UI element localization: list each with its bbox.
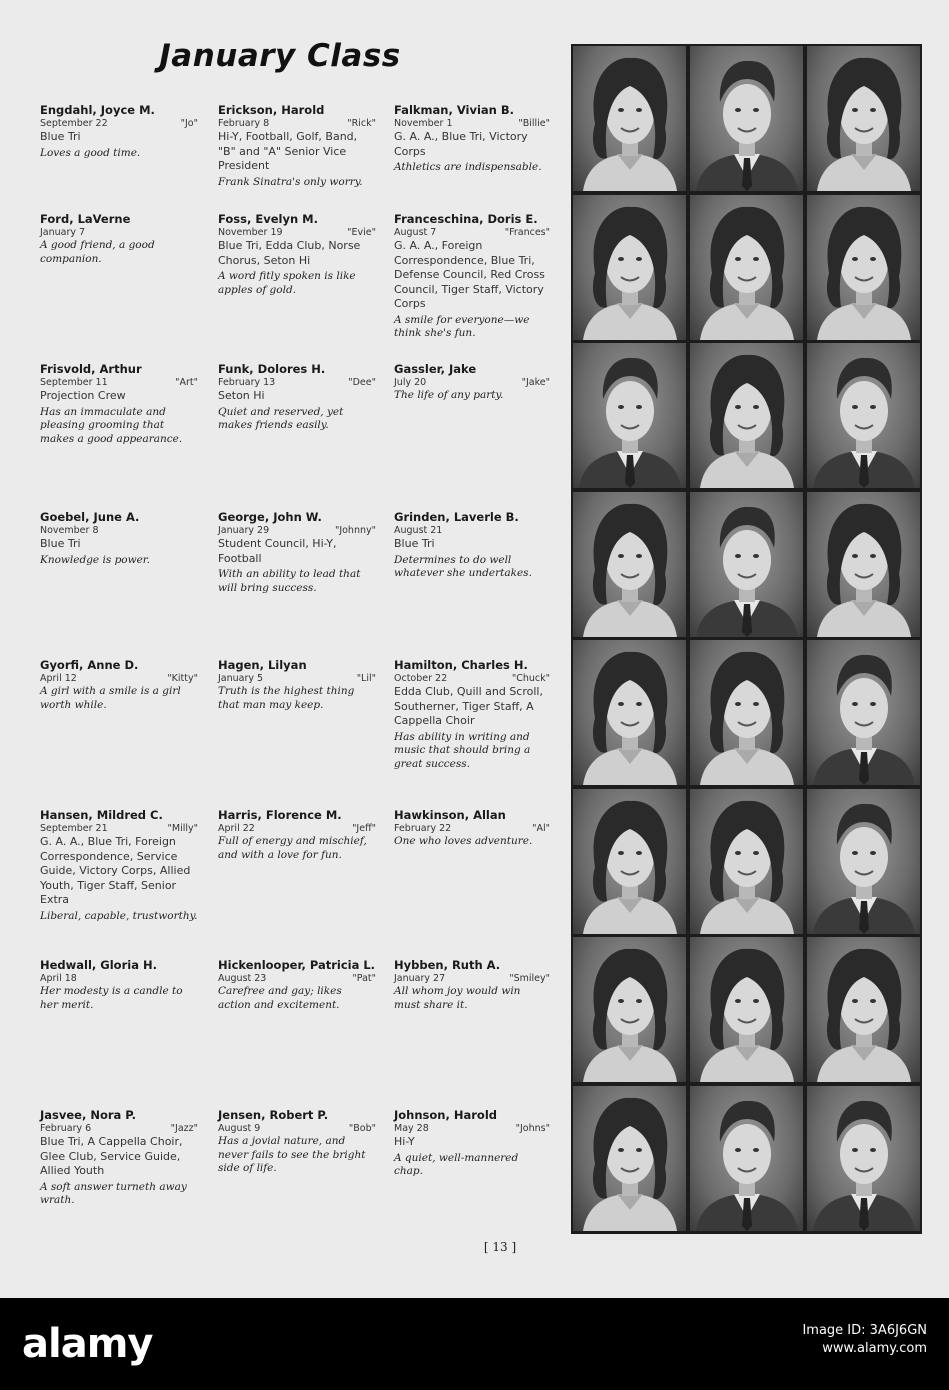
- student-entry: [40, 1108, 198, 1208]
- birthday-line: [218, 227, 376, 238]
- student-entry: [40, 212, 198, 266]
- activities: Edda Club, Quill and Scroll, Southerner, Tiger Staff, A Cappella Choir: [394, 685, 543, 727]
- nickname: "Jo": [180, 118, 198, 129]
- activities: G. A. A., Blue Tri, Foreign Correspondence, Service Guide, Victory Corps, Allied Youth, Tiger Staff, Senior Extra: [40, 835, 191, 906]
- birthday-line: [394, 673, 550, 684]
- student-entry: [40, 510, 198, 567]
- nickname: "Lil": [356, 673, 376, 684]
- senior-quote: Full of energy and mischief, and with a love for fun.: [218, 835, 367, 861]
- student-name: Hawkinson, Allan: [394, 808, 506, 822]
- student-portrait: [573, 640, 686, 785]
- image-info: [802, 1322, 927, 1358]
- birthday-line: [40, 823, 198, 834]
- student-portrait: [573, 937, 686, 1082]
- nickname: "Bob": [348, 1123, 376, 1134]
- nickname: "Jazz": [170, 1123, 198, 1134]
- student-name: Ford, LaVerne: [40, 212, 131, 226]
- senior-quote: Frank Sinatra's only worry.: [218, 175, 363, 188]
- birthday-line: [218, 118, 376, 129]
- senior-quote: A quiet, well-mannered chap.: [394, 1151, 519, 1177]
- student-portrait: [807, 46, 920, 191]
- birthday-line: [40, 673, 198, 684]
- student-portrait: [690, 640, 803, 785]
- senior-quote: A girl with a smile is a girl worth while.: [40, 685, 181, 711]
- student-name: Foss, Evelyn M.: [218, 212, 318, 226]
- student-name: Hansen, Mildred C.: [40, 808, 163, 822]
- student-entry: [218, 1108, 376, 1176]
- senior-quote: A good friend, a good companion.: [40, 239, 155, 265]
- activities: G. A. A., Blue Tri, Victory Corps: [394, 130, 528, 158]
- senior-quote: Athletics are indispensable.: [394, 161, 542, 173]
- student-portrait: [573, 46, 686, 191]
- birthday-line: [218, 377, 376, 388]
- student-name: Harris, Florence M.: [218, 808, 342, 822]
- senior-quote: Knowledge is power.: [40, 553, 151, 566]
- senior-quote: Has ability in writing and music that should bring a great success.: [394, 730, 531, 770]
- student-entry: [394, 658, 550, 771]
- birthday-line: [218, 973, 376, 984]
- birthday: May 28: [394, 1123, 429, 1134]
- student-entry: [218, 212, 376, 297]
- student-portrait: [690, 789, 803, 934]
- student-name: Hedwall, Gloria H.: [40, 958, 157, 972]
- birthday-line: [218, 673, 376, 684]
- senior-quote: With an ability to lead that will bring success.: [218, 568, 361, 594]
- birthday-line: [40, 377, 198, 388]
- nickname: "Frances": [504, 227, 550, 238]
- activities: G. A. A., Foreign Correspondence, Blue Tri, Defense Council, Red Cross Council, Tiger Staff, Victory Corps: [394, 239, 545, 310]
- birthday: April 18: [40, 973, 77, 984]
- student-entry: [394, 1108, 550, 1179]
- student-entry: [40, 658, 198, 712]
- activities: Blue Tri: [394, 537, 435, 550]
- birthday: August 23: [218, 973, 267, 984]
- student-portrait: [573, 492, 686, 637]
- nickname: "Johnny": [334, 525, 376, 536]
- birthday-line: [40, 118, 198, 129]
- birthday: September 11: [40, 377, 108, 388]
- birthday-line: [40, 525, 198, 536]
- senior-quote: Has an immaculate and pleasing grooming that makes a good appearance.: [40, 405, 183, 445]
- birthday: January 5: [218, 673, 264, 684]
- student-name: Jasvee, Nora P.: [40, 1108, 136, 1122]
- birthday-line: [394, 823, 550, 834]
- student-name: George, John W.: [218, 510, 322, 524]
- site-url: www.alamy.com: [822, 1341, 927, 1356]
- birthday-line: [218, 1123, 376, 1134]
- birthday: February 22: [394, 823, 452, 834]
- birthday-line: [394, 973, 550, 984]
- birthday: April 12: [40, 673, 77, 684]
- birthday: August 7: [394, 227, 437, 238]
- birthday: January 29: [218, 525, 270, 536]
- student-name: Hamilton, Charles H.: [394, 658, 528, 672]
- nickname: "Dee": [348, 377, 376, 388]
- birthday: September 21: [40, 823, 108, 834]
- birthday: April 22: [218, 823, 255, 834]
- student-name: Gassler, Jake: [394, 362, 477, 376]
- birthday: July 20: [394, 377, 427, 388]
- student-entry: [40, 808, 198, 923]
- birthday: November 1: [394, 118, 453, 129]
- nickname: "Al": [532, 823, 550, 834]
- student-name: Frisvold, Arthur: [40, 362, 142, 376]
- senior-quote: A word fitly spoken is like apples of gold.: [218, 270, 356, 296]
- nickname: "Art": [175, 377, 198, 388]
- student-portrait: [573, 343, 686, 488]
- student-name: Franceschina, Doris E.: [394, 212, 538, 226]
- activities: Seton Hi: [218, 389, 265, 402]
- student-portrait: [807, 1086, 920, 1231]
- student-name: Engdahl, Joyce M.: [40, 103, 155, 117]
- senior-quote: Determines to do well whatever she undertakes.: [394, 553, 532, 579]
- activities: Blue Tri: [40, 130, 81, 143]
- nickname: "Kitty": [167, 673, 198, 684]
- birthday-line: [218, 823, 376, 834]
- student-portrait: [573, 195, 686, 340]
- nickname: "Johns": [515, 1123, 550, 1134]
- activities: Hi-Y: [394, 1135, 415, 1148]
- student-entry: [394, 958, 550, 1012]
- senior-quote: The life of any party.: [394, 389, 504, 401]
- page-number: [ 13 ]: [483, 1240, 517, 1254]
- senior-quote: One who loves adventure.: [394, 835, 533, 847]
- birthday: October 22: [394, 673, 448, 684]
- student-name: Jensen, Robert P.: [218, 1108, 329, 1122]
- student-entry: [394, 510, 550, 581]
- student-name: Falkman, Vivian B.: [394, 103, 514, 117]
- birthday-line: [40, 973, 198, 984]
- activities: Hi-Y, Football, Golf, Band, "B" and "A" Senior Vice President: [218, 130, 358, 172]
- birthday-line: [40, 1123, 198, 1134]
- brand-logo: alamy: [22, 1321, 153, 1367]
- senior-quote: All whom joy would win must share it.: [394, 985, 521, 1011]
- student-portrait: [807, 640, 920, 785]
- watermark-bar: [0, 1298, 949, 1390]
- student-name: Erickson, Harold: [218, 103, 325, 117]
- student-portrait: [690, 46, 803, 191]
- senior-quote: Quiet and reserved, yet makes friends easily.: [218, 405, 344, 431]
- student-entry: [218, 958, 376, 1012]
- nickname: "Rick": [347, 118, 376, 129]
- activities: Blue Tri, Edda Club, Norse Chorus, Seton Hi: [218, 239, 361, 267]
- birthday-line: [394, 1123, 550, 1134]
- nickname: "Evie": [347, 227, 376, 238]
- page-title: January Class: [159, 38, 401, 74]
- birthday: February 6: [40, 1123, 92, 1134]
- senior-quote: Has a jovial nature, and never fails to see the bright side of life.: [218, 1135, 366, 1174]
- student-portrait: [807, 937, 920, 1082]
- senior-quote: Truth is the highest thing that man may keep.: [218, 685, 355, 711]
- birthday: September 22: [40, 118, 108, 129]
- nickname: "Billie": [518, 118, 550, 129]
- nickname: "Milly": [167, 823, 198, 834]
- image-id: Image ID: 3A6J6GN: [802, 1323, 927, 1338]
- birthday: August 9: [218, 1123, 261, 1134]
- student-entry: [218, 808, 376, 862]
- activities: Student Council, Hi-Y, Football: [218, 537, 337, 565]
- senior-quote: A soft answer turneth away wrath.: [40, 1180, 187, 1206]
- birthday: January 7: [40, 227, 86, 238]
- senior-quote: A smile for everyone—we think she's fun.: [394, 313, 530, 339]
- birthday-line: [394, 377, 550, 388]
- student-portrait: [690, 492, 803, 637]
- birthday-line: [394, 227, 550, 238]
- nickname: "Jeff": [352, 823, 376, 834]
- senior-quote: Liberal, capable, trustworthy.: [40, 909, 198, 922]
- student-portrait: [690, 195, 803, 340]
- portrait-grid: [571, 44, 922, 1234]
- student-name: Goebel, June A.: [40, 510, 140, 524]
- student-name: Gyorfi, Anne D.: [40, 658, 139, 672]
- birthday: January 27: [394, 973, 446, 984]
- student-portrait: [573, 1086, 686, 1231]
- student-name: Grinden, Laverle B.: [394, 510, 519, 524]
- student-entry: [394, 212, 550, 341]
- birthday-line: [394, 118, 550, 129]
- student-entry: [40, 103, 198, 160]
- student-entry: [394, 362, 550, 403]
- birthday: February 13: [218, 377, 276, 388]
- student-portrait: [690, 1086, 803, 1231]
- student-entry: [394, 103, 550, 175]
- birthday-line: [218, 525, 376, 536]
- activities: Blue Tri, A Cappella Choir, Glee Club, Service Guide, Allied Youth: [40, 1135, 183, 1177]
- student-entry: [218, 362, 376, 433]
- student-entry: [218, 510, 376, 595]
- nickname: "Smiley": [509, 973, 550, 984]
- birthday: August 21: [394, 525, 443, 536]
- student-entry: [394, 808, 550, 849]
- student-portrait: [807, 195, 920, 340]
- student-entry: [40, 362, 198, 446]
- student-portrait: [807, 492, 920, 637]
- activities: Blue Tri: [40, 537, 81, 550]
- student-entry: [40, 958, 198, 1012]
- birthday: February 8: [218, 118, 270, 129]
- student-portrait: [807, 789, 920, 934]
- student-portrait: [690, 937, 803, 1082]
- birthday-line: [40, 227, 198, 238]
- student-name: Hagen, Lilyan: [218, 658, 307, 672]
- student-portrait: [690, 343, 803, 488]
- birthday: November 8: [40, 525, 99, 536]
- student-portrait: [573, 789, 686, 934]
- student-name: Johnson, Harold: [394, 1108, 497, 1122]
- senior-quote: Her modesty is a candle to her merit.: [40, 985, 183, 1011]
- student-entry: [218, 658, 376, 712]
- senior-quote: Carefree and gay; likes action and excitement.: [218, 985, 342, 1011]
- student-entry: [218, 103, 376, 189]
- student-name: Hickenlooper, Patricia L.: [218, 958, 376, 972]
- student-portrait: [807, 343, 920, 488]
- activities: Projection Crew: [40, 389, 126, 402]
- nickname: "Chuck": [511, 673, 550, 684]
- nickname: "Pat": [352, 973, 376, 984]
- senior-quote: Loves a good time.: [40, 146, 141, 159]
- birthday-line: [394, 525, 550, 536]
- student-name: Hybben, Ruth A.: [394, 958, 501, 972]
- student-name: Funk, Dolores H.: [218, 362, 326, 376]
- nickname: "Jake": [521, 377, 550, 388]
- birthday: November 19: [218, 227, 283, 238]
